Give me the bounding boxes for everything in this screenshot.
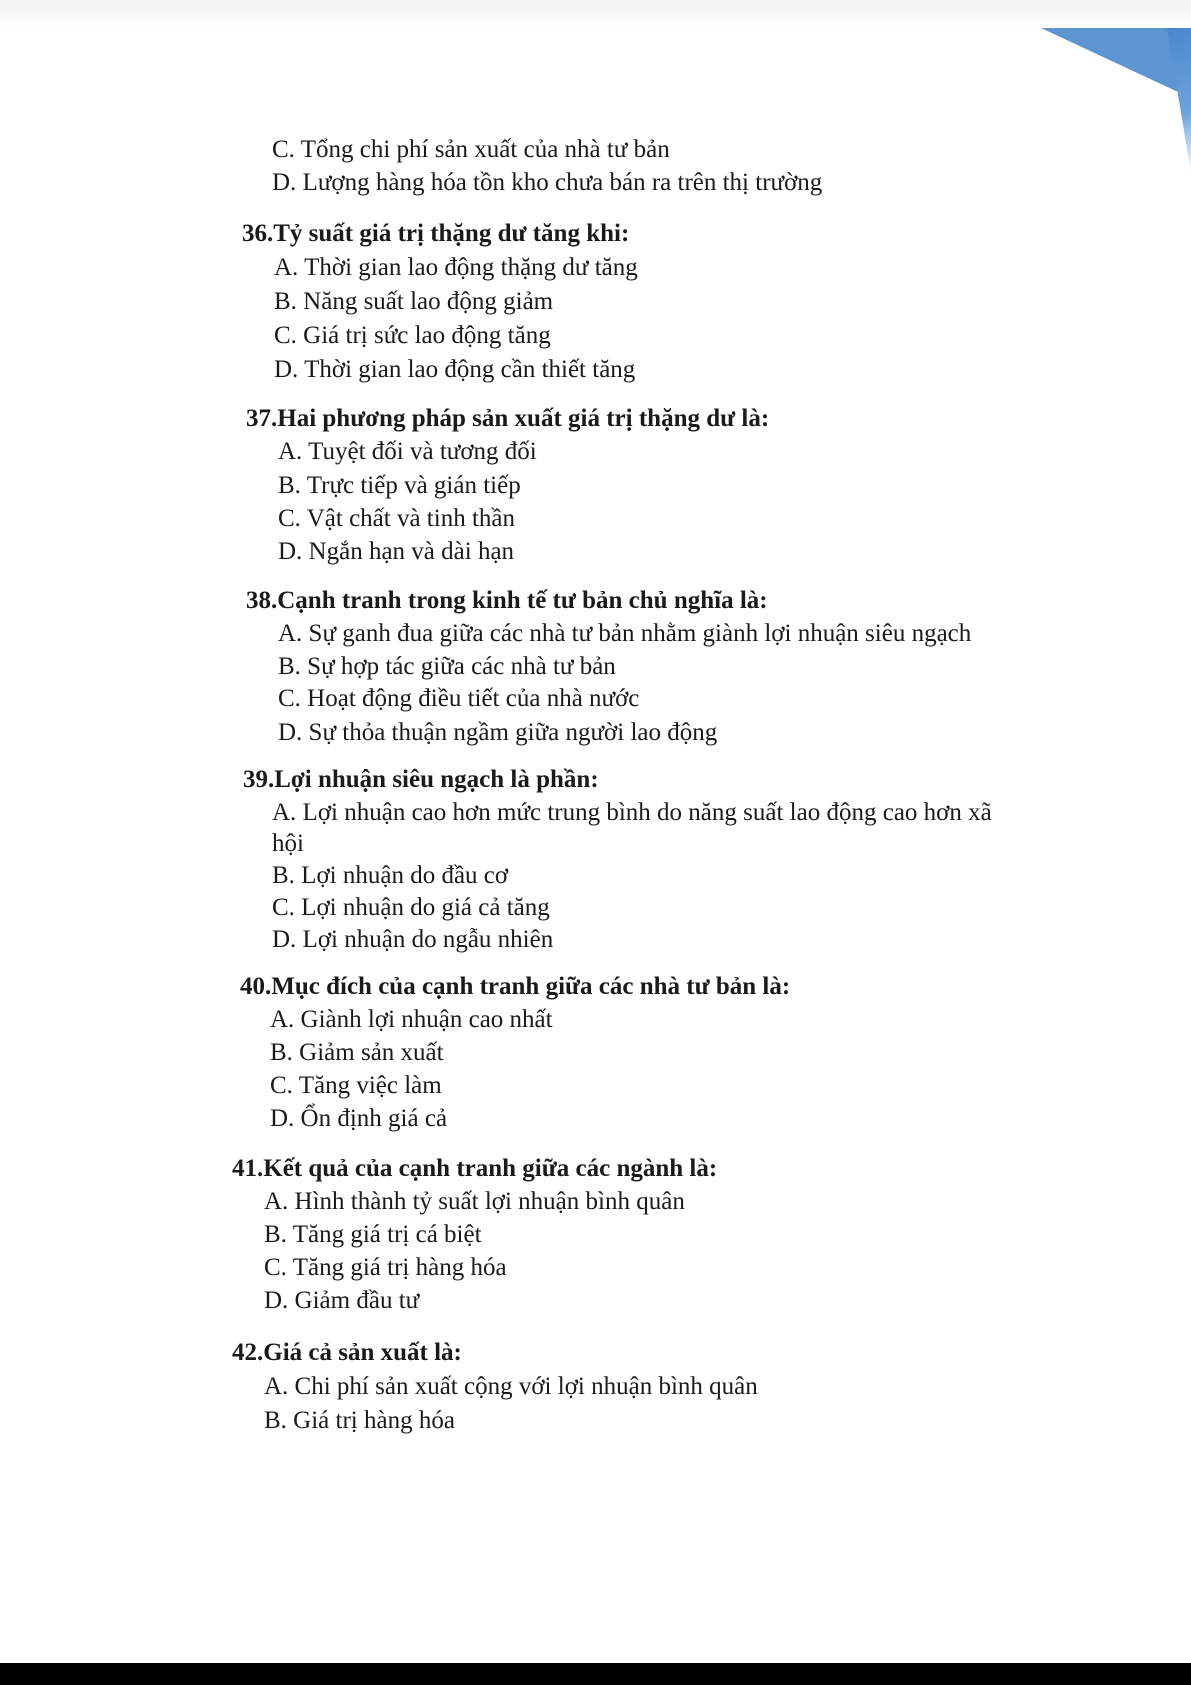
q40-option-a: A. Giành lợi nhuận cao nhất bbox=[270, 1006, 553, 1033]
q41-option-b: B. Tăng giá trị cá biệt bbox=[264, 1221, 482, 1248]
q36-option-a: A. Thời gian lao động thặng dư tăng bbox=[274, 254, 638, 281]
q39-option-d: D. Lợi nhuận do ngẫu nhiên bbox=[272, 926, 554, 953]
q39-option-b: B. Lợi nhuận do đầu cơ bbox=[272, 862, 509, 889]
q37-option-c: C. Vật chất và tinh thần bbox=[278, 505, 515, 532]
question-39: 39.Lợi nhuận siêu ngạch là phần: bbox=[243, 766, 599, 793]
q39-option-a: A. Lợi nhuận cao hơn mức trung bình do năng suất lao động cao hơn xã bbox=[272, 799, 992, 826]
q38-option-d: D. Sự thỏa thuận ngầm giữa người lao động bbox=[278, 719, 718, 746]
q40-option-d: D. Ổn định giá cả bbox=[270, 1105, 448, 1132]
q38-option-b: B. Sự hợp tác giữa các nhà tư bản bbox=[278, 653, 616, 680]
question-37: 37.Hai phương pháp sản xuất giá trị thặng dư là: bbox=[246, 405, 770, 432]
q36-option-b: B. Năng suất lao động giảm bbox=[274, 288, 554, 315]
q38-option-c: C. Hoạt động điều tiết của nhà nước bbox=[278, 685, 640, 712]
question-41: 41.Kết quả của cạnh tranh giữa các ngành là: bbox=[232, 1155, 718, 1182]
q38-option-a: A. Sự ganh đua giữa các nhà tư bản nhằm giành lợi nhuận siêu ngạch bbox=[278, 620, 972, 647]
q36-option-c: C. Giá trị sức lao động tăng bbox=[274, 322, 551, 349]
q41-option-d: D. Giảm đầu tư bbox=[264, 1287, 420, 1314]
q36-option-d: D. Thời gian lao động cần thiết tăng bbox=[274, 356, 636, 383]
prev-option-d: D. Lượng hàng hóa tồn kho chưa bán ra trên thị trường bbox=[272, 169, 823, 196]
q42-option-b: B. Giá trị hàng hóa bbox=[264, 1407, 455, 1434]
q37-option-a: A. Tuyệt đối và tương đối bbox=[278, 438, 537, 465]
q39-option-c: C. Lợi nhuận do giá cả tăng bbox=[272, 894, 550, 921]
q40-option-c: C. Tăng việc làm bbox=[270, 1072, 442, 1099]
scan-bottom-edge bbox=[0, 1663, 1191, 1685]
q40-option-b: B. Giảm sản xuất bbox=[270, 1039, 444, 1066]
q42-option-a: A. Chi phí sản xuất cộng với lợi nhuận bình quân bbox=[264, 1373, 758, 1400]
q41-option-a: A. Hình thành tỷ suất lợi nhuận bình quân bbox=[264, 1188, 685, 1215]
question-40: 40.Mục đích của cạnh tranh giữa các nhà tư bản là: bbox=[240, 973, 791, 1000]
q39-option-a-continued: hội bbox=[272, 830, 304, 857]
question-36: 36.Tỷ suất giá trị thặng dư tăng khi: bbox=[242, 220, 630, 247]
question-38: 38.Cạnh tranh trong kinh tế tư bản chủ nghĩa là: bbox=[246, 587, 768, 614]
q37-option-d: D. Ngắn hạn và dài hạn bbox=[278, 538, 515, 565]
q41-option-c: C. Tăng giá trị hàng hóa bbox=[264, 1254, 507, 1281]
prev-option-c: C. Tổng chi phí sản xuất của nhà tư bản bbox=[272, 136, 670, 163]
q37-option-b: B. Trực tiếp và gián tiếp bbox=[278, 472, 521, 499]
question-42: 42.Giá cả sản xuất là: bbox=[232, 1339, 462, 1366]
